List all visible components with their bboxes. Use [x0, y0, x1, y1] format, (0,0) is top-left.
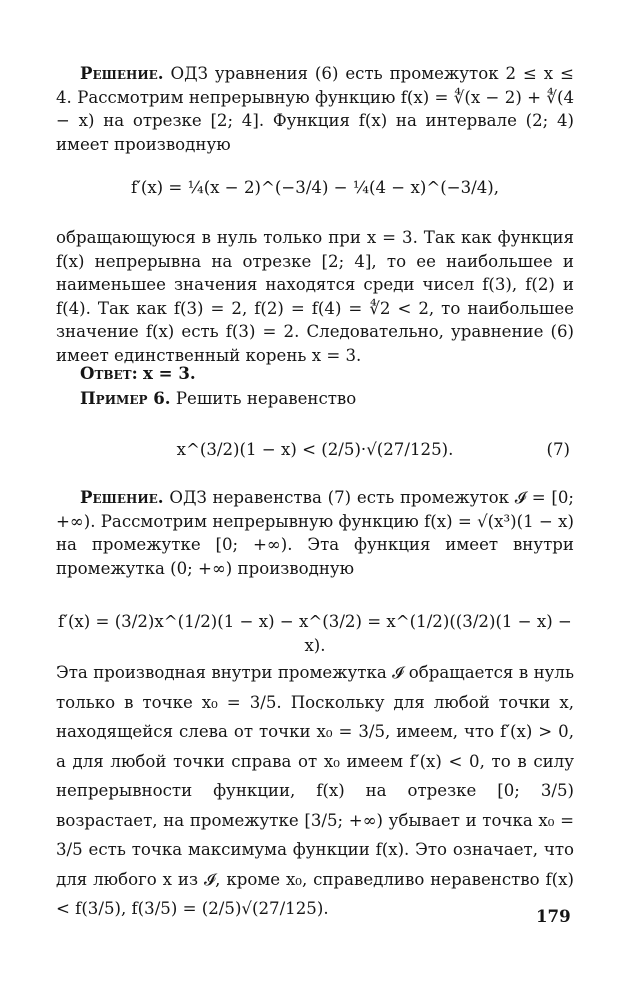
solution-5-line-1: ОДЗ уравнения (6) есть промежуток 2 ≤ x ≤ 4.: [56, 64, 574, 107]
equation-number: (7): [546, 440, 570, 459]
solution-label: Решение.: [80, 63, 164, 83]
final-paragraph: [56, 658, 574, 924]
inequality-7-formula: x^(3/2)(1 − x) < (2/5)·√(27/125).: [176, 440, 454, 459]
answer-value: x = 3.: [143, 363, 196, 383]
solution-7-paragraph: [56, 486, 574, 580]
solution-7-text: ОДЗ неравенства (7) есть промежуток 𝓘 = [0; +∞). Рассмотрим непрерывную функцию f(x) = √(x³)(1 − x) на промежутке [0; +∞). Эта функция имеет внутри промежутка (0; +∞) производную: [56, 488, 574, 578]
answer-label: Ответ:: [80, 363, 138, 383]
after-equation-paragraph: [56, 226, 574, 368]
solution-7-label: Решение.: [80, 487, 164, 507]
final-paragraph-text: Эта производная внутри промежутка 𝓘 обращается в нуль только в точке x₀ = 3/5. Поскольку для любой точки x, находящейся слева от точки x₀ = 3/5, имеем, что f′(x) > 0, а для любой точки справа от x₀ имеем f′(x) < 0, то в силу непрерывности функции, f(x) на отрезке [0; 3/5) возрастает, на промежутке [3/5; +∞) убывает и точка x₀ = 3/5 есть точка максимума функции f(x). Это означает, что для любого x из 𝓘, кроме x₀, справедливо неравенство f(x) < f(3/5), f(3/5) = (2/5)√(27/125).: [56, 663, 574, 918]
example-6-line: [56, 387, 574, 411]
inequality-7: [56, 438, 574, 462]
solution-5-paragraph: [56, 62, 574, 156]
page-number: 179: [536, 906, 571, 926]
answer-line: [56, 362, 574, 386]
example-6-text: Решить неравенство: [175, 389, 357, 408]
after-equation-text: обращающуюся в нуль только при x = 3. Так как функция f(x) непрерывна на отрезке [2; 4], то ее наибольшее и наименьшее значения находятся среди чисел f(3), f(2) и f(4). Так как f(3) = 2, f(2) = f(4) = ∜2 < 2, то наибольшее значение f(x) есть f(3) = 2. Следовательно, уравнение (6) имеет единственный корень x = 3.: [56, 228, 574, 365]
derivative-equation-2: f′(x) = (3/2)x^(1/2)(1 − x) − x^(3/2) = x^(1/2)((3/2)(1 − x) − x).: [58, 612, 572, 655]
solution-5-line-2: Рассмотрим непрерывную функцию f(x) = ∜(x − 2) + ∜(4 − x): [56, 87, 575, 131]
derivative-equation-1: f′(x) = ¼(x − 2)^(−3/4) − ¼(4 − x)^(−3/4),: [130, 178, 500, 197]
example-6-label: Пример 6.: [80, 388, 171, 408]
solution-5-line-3: на отрезке [2; 4]. Функция f(x) на интервале (2; 4) имеет производную: [56, 111, 574, 154]
